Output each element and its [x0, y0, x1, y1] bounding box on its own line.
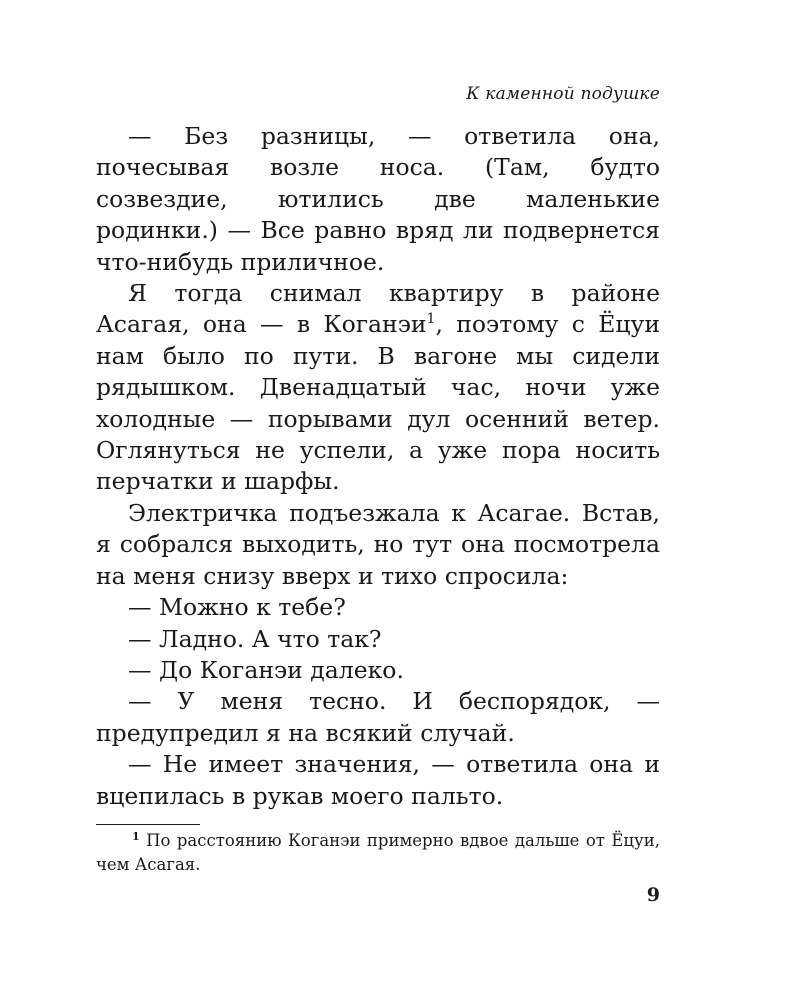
main-text [96, 121, 660, 812]
footnote-divider [96, 824, 200, 825]
page-number: 9 [646, 884, 660, 906]
dialogue-line-5: — Не имеет значения, — ответила она и вцепилась в рукав моего пальто. [96, 750, 660, 810]
dialogue-line-1: — Можно к тебе? [128, 593, 346, 622]
paragraph-2: Я тогда снимал квартиру в районе Асагая, она — в Коганэи$^1$, поэтому с Ёцуи нам было по пути. В вагоне мы сидели рядышком. Двенадцатый час, ночи уже холодные — порывами дул осенний ветер. Оглянуться не успели, а уже пора носить перчатки и шарфы. [96, 279, 660, 496]
running-header: К каменной подушке [466, 84, 660, 104]
footnote-marker: 1 [132, 830, 140, 843]
footnote-ref[interactable]: 1 [426, 311, 436, 328]
dialogue-line-2: — Ладно. А что так? [128, 624, 382, 653]
paragraph-3: Электричка подъезжала к Асагае. Встав, я собрался выходить, но тут она посмотрела на меня снизу вверх и тихо спросила: [96, 498, 660, 590]
dialogue-line-3: — До Коганэи далеко. [128, 655, 404, 684]
footnote [96, 829, 660, 877]
dialogue-line-4: — У меня тесно. И беспорядок, — предупредил я на всякий случай. [96, 687, 660, 747]
footnote-text: $^1$ По расстоянию Коганэи примерно вдвое дальше от Ёцуи, чем Асагая. [96, 830, 660, 874]
paragraph-1: — Без разницы, — ответила она, почесывая возле носа. (Там, будто созвездие, ютились две маленькие родинки.) — Все равно вряд ли подвернется что-нибудь приличное. [96, 122, 660, 276]
